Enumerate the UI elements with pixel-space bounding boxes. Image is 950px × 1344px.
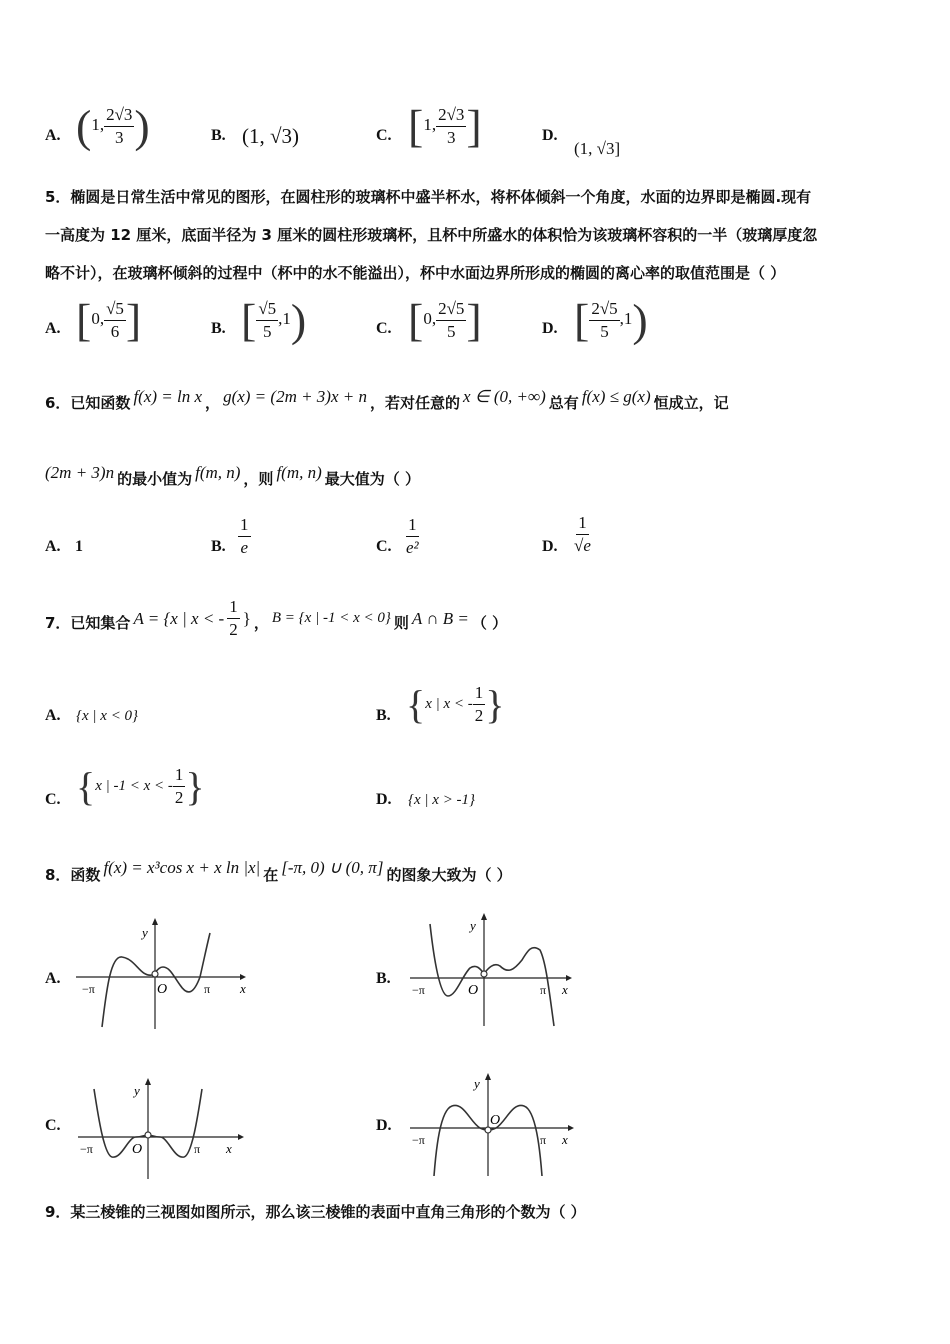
q7-set-a-prefix: A = {x | x < - (133, 608, 225, 628)
x-label: x (240, 981, 246, 996)
q7-option-b-value: { x | x < - $\frac{1}{2}$ } (406, 681, 505, 727)
q5-option-a-label: A. (45, 320, 61, 337)
q6-option-a-value: 1 (75, 538, 83, 555)
curve (430, 924, 554, 1026)
q7-comma: ， (253, 614, 269, 632)
hole-at-origin-icon (481, 971, 487, 977)
q6-option-c-value: $\frac{1}{\text{e²}}$ (406, 515, 419, 557)
q5-text-line-2: 一高度为 12 厘米，底面半径为 3 厘米的圆柱形玻璃杯，且杯中所盛水的体积恰为该玻璃杯容积的一半（玻璃厚度忽 (45, 226, 818, 244)
hole-at-origin-icon (152, 971, 158, 977)
q8-graph-b (404, 910, 584, 1030)
q4-option-a-label: A. (45, 127, 61, 144)
x-label: x (562, 1132, 568, 1147)
y-axis-arrow-icon (481, 913, 487, 920)
q6-comma: ， (205, 394, 221, 412)
q8-text-end: 的图象大致为（ ） (386, 866, 512, 884)
q6-option-c-label: C. (376, 538, 392, 555)
q9-text: 9．某三棱锥的三视图如图所示，那么该三棱锥的表面中直角三角形的个数为（ ） (45, 1203, 586, 1221)
q7-option-d-label: D. (376, 791, 392, 808)
q7-option-c-value: { x | -1 < x < - $\frac{1}{2}$ } (76, 763, 205, 809)
q6-option-d-value: $\frac{1}{√e}$ (574, 513, 591, 555)
neg-pi-label: −π (412, 1133, 425, 1147)
q6-domain: x ∈ (0, +∞) (463, 386, 546, 406)
q7-then: 则 (393, 614, 409, 632)
q7-option-d-value: {x | x > -1} (408, 792, 476, 808)
q4-option-a-value: (1, $\frac{2√3}{3}$ ) (76, 100, 150, 152)
q4-option-d-value: (1, √3] (574, 139, 621, 158)
q7-option-a-value: {x | x < 0} (76, 708, 139, 724)
q7-option-a-label: A. (45, 707, 61, 724)
q5-text-line-3: 略不计），在玻璃杯倾斜的过程中（杯中的水不能溢出），杯中水面边界所形成的椭圆的离心率的取值范围是（ ） (45, 264, 786, 282)
x-label: x (226, 1141, 232, 1156)
q4-option-c-value: [1, $\frac{2√3}{3}$ ] (408, 100, 482, 152)
pi-label: π (194, 1142, 201, 1156)
q5-text-line-1: 5．椭圆是日常生活中常见的图形，在圆柱形的玻璃杯中盛半杯水，将杯体倾斜一个角度，水面的边界即是椭圆.现有 (45, 188, 812, 206)
origin-label: O (490, 1113, 501, 1128)
q7-option-b-label: B. (376, 707, 391, 724)
q8-option-b-label: B. (376, 970, 391, 987)
q8-option-d-label: D. (376, 1117, 392, 1134)
q4-option-d-label: D. (542, 127, 558, 144)
q5-option-c-label: C. (376, 320, 392, 337)
q7-set-a-close: } (242, 608, 251, 628)
pi-label: π (540, 983, 547, 997)
q7-stem (45, 596, 507, 641)
y-axis-arrow-icon (145, 1078, 151, 1085)
q5-option-d-label: D. (542, 320, 558, 337)
neg-pi-label: −π (412, 983, 425, 997)
q4-option-c-label: C. (376, 127, 392, 144)
q6-text-max: 最大值为（ ） (324, 470, 420, 488)
q8-option-c-label: C. (45, 1117, 61, 1134)
q8-in: 在 (263, 866, 279, 884)
q6-stem-line-1 (45, 380, 729, 413)
neg-pi-label: −π (82, 982, 95, 996)
pi-label: π (204, 982, 211, 996)
q6-fmn-2: f(m, n) (276, 462, 322, 482)
q6-g-definition: g(x) = (2m + 3)x + n (223, 386, 367, 406)
pi-label: π (540, 1133, 547, 1147)
q7-set-a-fraction: $\frac{1}{2}$ (229, 597, 238, 639)
origin-label: O (157, 982, 168, 997)
q5-option-b-value: [ $\frac{√5}{5}$ ,1) (241, 294, 307, 346)
x-axis-arrow-icon (566, 975, 572, 981)
hole-at-origin-icon (145, 1132, 151, 1138)
q8-function: f(x) = x³cos x + x ln |x| (103, 857, 261, 877)
q6-text-min: 的最小值为 (117, 470, 193, 488)
origin-label: O (132, 1142, 143, 1157)
y-label: y (474, 1076, 480, 1091)
q6-text-then: ，则 (243, 470, 274, 488)
x-axis-arrow-icon (240, 974, 246, 980)
q6-option-a-label: A. (45, 538, 61, 555)
q5-option-b-label: B. (211, 320, 226, 337)
q8-option-a-label: A. (45, 970, 61, 987)
y-label: y (134, 1083, 140, 1098)
q6-fmn: f(m, n) (195, 462, 241, 482)
neg-pi-label: −π (80, 1142, 93, 1156)
q7-answer-paren: （ ） (471, 614, 508, 632)
q6-option-b-label: B. (211, 538, 226, 555)
q6-option-b-value: $\frac{1}{e}$ (240, 515, 249, 557)
y-axis-arrow-icon (152, 918, 158, 925)
q8-graph-c (74, 1075, 254, 1183)
q6-stem-line-2 (45, 456, 420, 489)
x-axis-arrow-icon (238, 1134, 244, 1140)
q6-number: 6．已知函数 (45, 394, 131, 412)
q7-expression: A ∩ B = (411, 608, 469, 628)
q8-number: 8．函数 (45, 866, 101, 884)
q5-option-a-value: [0, $\frac{√5}{6}$ ] (76, 294, 142, 346)
q6-option-d-label: D. (542, 538, 558, 555)
q8-graph-d (404, 1070, 584, 1180)
q7-number: 7．已知集合 (45, 614, 131, 632)
q6-text-mid: ，若对任意的 (370, 394, 461, 412)
q6-f-definition: f(x) = ln x (133, 386, 203, 406)
y-label: y (142, 925, 148, 940)
q5-option-d-value: [ $\frac{2√5}{5}$ ,1) (574, 294, 648, 346)
y-axis-arrow-icon (485, 1073, 491, 1080)
q7-option-c-label: C. (45, 791, 61, 808)
x-axis-arrow-icon (568, 1125, 574, 1131)
q6-expression: (2m + 3)n (45, 462, 115, 482)
q6-text-end: 恒成立，记 (653, 394, 729, 412)
x-label: x (562, 982, 568, 997)
origin-label: O (468, 983, 479, 998)
q4-option-b-label: B. (211, 127, 226, 144)
q6-inequality: f(x) ≤ g(x) (581, 386, 651, 406)
y-label: y (470, 918, 476, 933)
q8-interval: [-π, 0) ∪ (0, π] (281, 857, 384, 877)
q7-set-b: B = {x | -1 < x < 0} (271, 610, 391, 626)
q8-graph-a (70, 915, 250, 1033)
q5-option-c-value: [0, $\frac{2√5}{5}$ ] (408, 294, 482, 346)
q6-text-mid2: 总有 (548, 394, 579, 412)
q8-stem (45, 850, 512, 885)
curve (102, 933, 210, 1027)
q4-option-b-value: (1, √3) (242, 124, 300, 148)
